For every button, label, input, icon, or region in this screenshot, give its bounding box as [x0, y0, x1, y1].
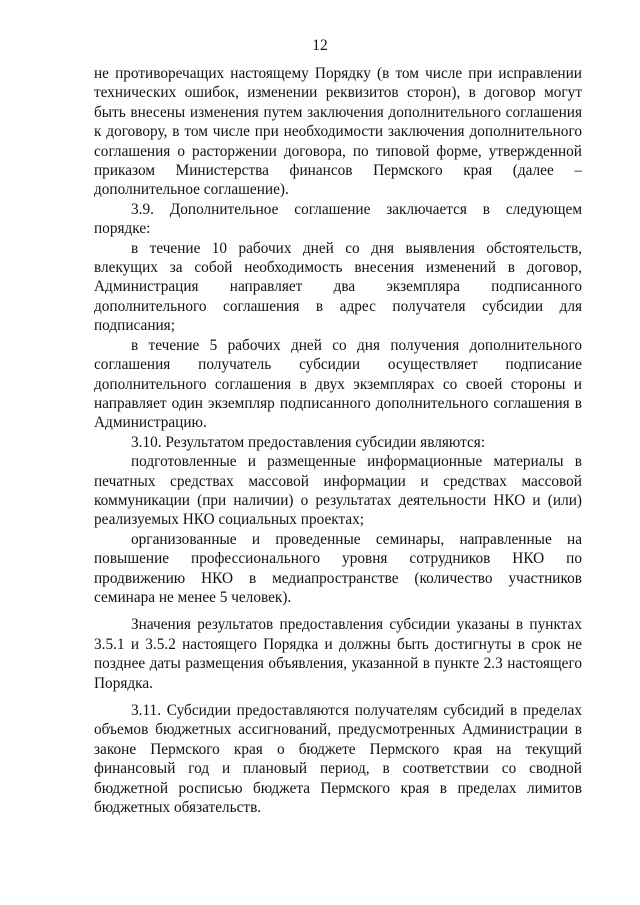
paragraph-3-10-result-1: подготовленные и размещенные информационные материалы в печатных средствах массовой информации и средствах массовой коммуникации (при наличии) о результатах деятельности НКО и (или) реализуемых НКО социальных проектах;: [94, 453, 582, 529]
paragraph-3-9-step-1: в течение 10 рабочих дней со дня выявления обстоятельств, влекущих за собой необходимость внесения изменений в договор, Администрация направляет два экземпляра подписанного дополнительного соглашения в адрес получателя субсидии для подписания;: [94, 239, 582, 335]
document-body: [94, 64, 582, 817]
page-number: 12: [312, 37, 328, 54]
paragraph-3-10-values: Значения результатов предоставления субсидии указаны в пунктах 3.5.1 и 3.5.2 настоящего Порядка и должны быть достигнуты в срок не позднее даты размещения объявления, указанной в пункте 2.3 настоящего Порядка.: [94, 616, 582, 692]
paragraph-3-9-heading: 3.9. Дополнительное соглашение заключается в следующем порядке:: [94, 200, 582, 238]
paragraph-3-11: 3.11. Субсидии предоставляются получателям субсидий в пределах объемов бюджетных ассигнований, предусмотренных Администрации в законе Пермского края о бюджете Пермского края на текущий финансовый год и плановый период, в соответствии со сводной бюджетной росписью бюджета Пермского края в пределах лимитов бюджетных обязательств.: [94, 702, 582, 817]
paragraph-3-10-heading: 3.10. Результатом предоставления субсидии являются:: [131, 433, 486, 451]
paragraph-3-9-step-2: в течение 5 рабочих дней со дня получения дополнительного соглашения получатель субсидии осуществляет подписание дополнительного соглашения в двух экземплярах со своей стороны и направляет один экземпляр подписанного дополнительного соглашения в Администрацию.: [94, 336, 582, 432]
paragraph-3-10-result-2: организованные и проведенные семинары, направленные на повышение профессионального уровня сотрудников НКО по продвижению НКО в медиапространстве (количество участников семинара не менее 5 человек).: [94, 530, 582, 606]
paragraph-continuation: не противоречащих настоящему Порядку (в том числе при исправлении технических ошибок, изменении реквизитов сторон), в договор могут быть внесены изменения путем заключения дополнительного соглашения к договору, в том числе при необходимости заключения дополнительного соглашения о расторжении договора, по типовой форме, утвержденной приказом Министерства финансов Пермского края (далее – дополнительное соглашение).: [94, 65, 582, 199]
